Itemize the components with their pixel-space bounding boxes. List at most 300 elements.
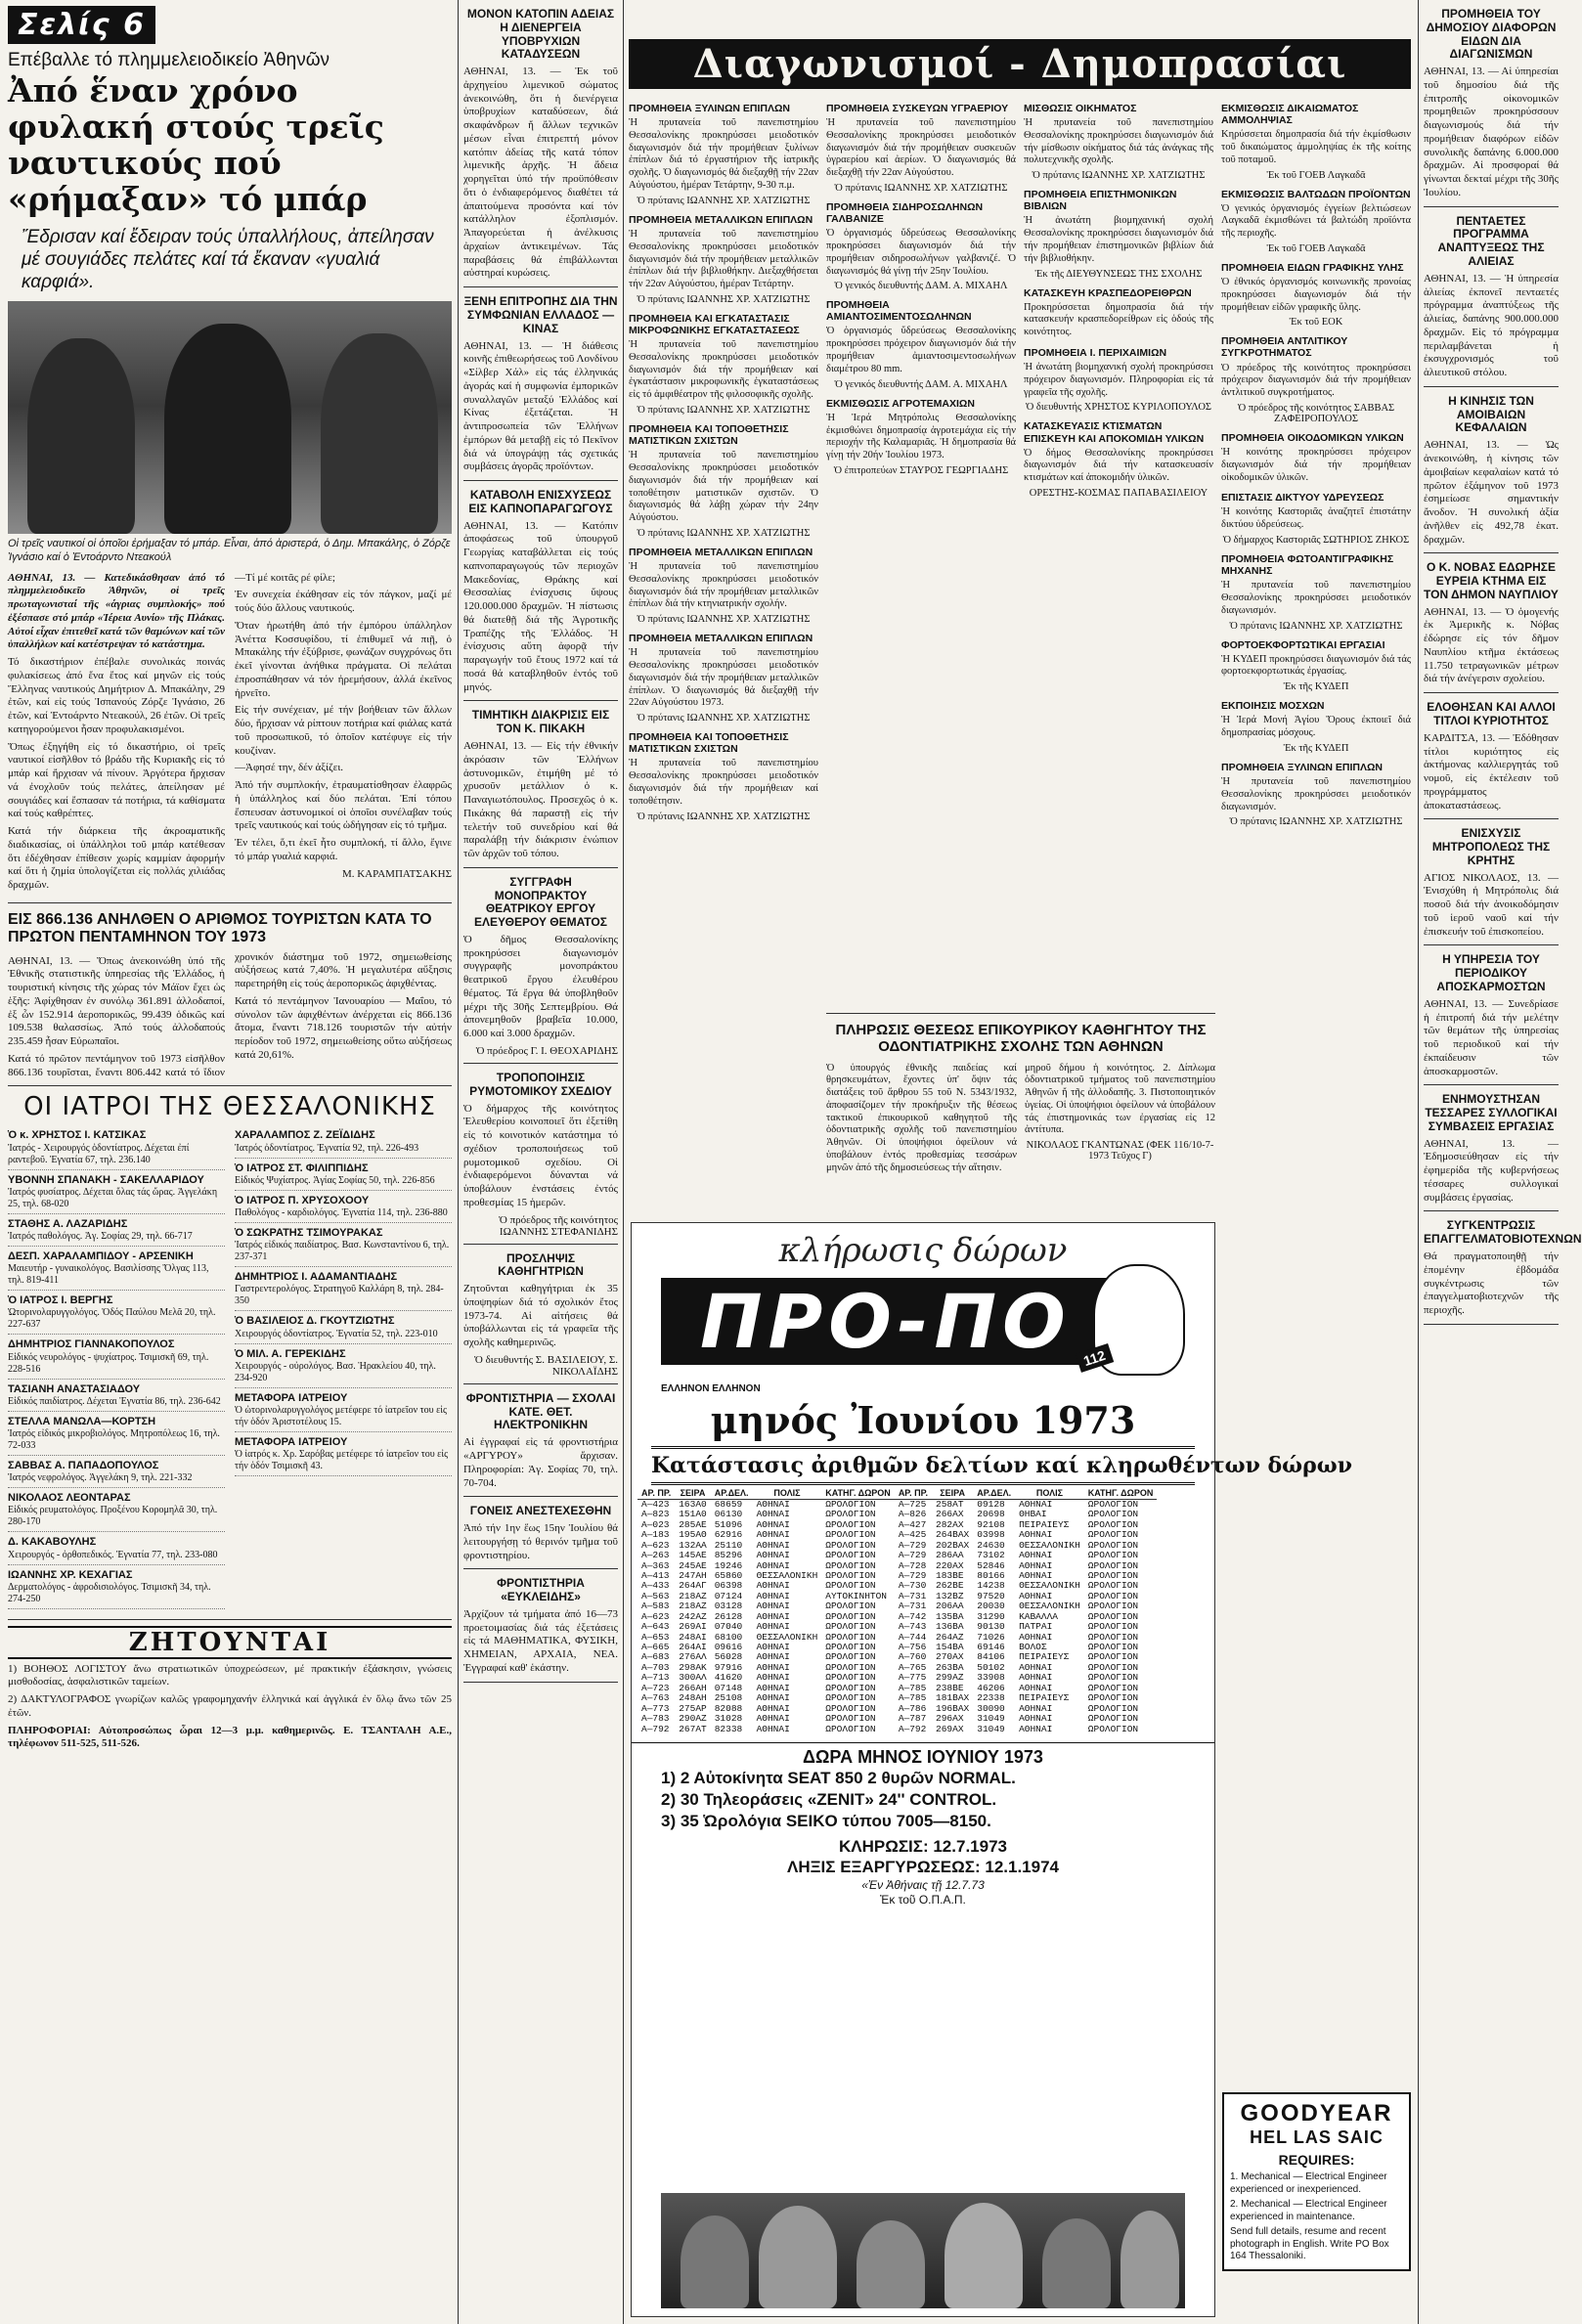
tender-signature: Ὁ πρύτανις ΙΩΑΝΝΗΣ ΧΡ. ΧΑΤΖΙΩΤΗΣ <box>1229 620 1403 632</box>
divider <box>8 1619 452 1620</box>
table-cell: Α—792 <box>641 1723 670 1734</box>
goodyear-brand-sub: HEL LAS SAIC <box>1250 2127 1384 2147</box>
doctor-listing <box>8 1383 225 1412</box>
propo-mascot-icon <box>1081 1264 1185 1376</box>
table-cell: ΩΡΟΛΟΓΙΟΝ <box>825 1631 876 1643</box>
table-cell: 136ΒΑ <box>936 1621 964 1633</box>
tender-text: Ἡ Ἱερά Μονή Ἁγίου Ὄρους ἐκποιεῖ διά δημοπρασίας μόσχους. <box>1221 715 1411 739</box>
table-cell: Α—783 <box>641 1713 670 1725</box>
divider <box>463 700 618 701</box>
table-cell: 206ΑΑ <box>936 1600 964 1612</box>
table-cell: ΑΘΗΝΑΙ <box>756 1682 790 1693</box>
table-cell: Α—713 <box>641 1672 670 1684</box>
table-cell: Α—583 <box>641 1600 670 1612</box>
divider <box>463 1383 618 1384</box>
table-cell: 245ΑΕ <box>679 1559 707 1571</box>
table-cell: ΑΘΗΝΑΙ <box>756 1651 790 1663</box>
tender-signature: Ἐκ τῆς ΔΙΕΥΘΥΝΣΕΩΣ ΤΗΣ ΣΧΟΛΗΣ <box>1034 268 1203 280</box>
propo-subtitle: Κατάστασις ἀριθμῶν δελτίων καί κληρωθέντων δώρων <box>651 1446 1195 1485</box>
tender-text: Ἡ πρυτανεία τοῦ πανεπιστημίου Θεσσαλονίκης προκηρύσσει διαγωνισμόν διά τήν μίσθωσιν οἰκήματος διά τάς ἀνάγκας τῆς πολυτεχνικῆς σχολῆς. <box>1024 117 1213 166</box>
table-cell: Α—756 <box>898 1642 927 1653</box>
table-cell: ΩΡΟΛΟΓΙΟΝ <box>825 1702 876 1714</box>
tenders-section <box>629 0 1411 833</box>
doctor-listing <box>8 1338 225 1379</box>
table-cell: 25108 <box>714 1692 743 1704</box>
table-cell: 73102 <box>977 1550 1005 1561</box>
wanted-item: 1) ΒΟΗΘΟΣ ΛΟΓΙΣΤΟΥ ἄνω στρατιωτικῶν ὑποχρεώσεων, μέ πρακτικήν ἐξάσκησιν, γνώσεις μισθοδοσίας, ἀσφαλιστικῶν ταμείων. <box>8 1662 452 1688</box>
tender-signature: Ὁ πρύτανις ΙΩΑΝΝΗΣ ΧΡ. ΧΑΤΖΙΩΤΗΣ <box>637 614 811 626</box>
divider <box>463 1496 618 1497</box>
doctor-details: Ὁ ἰατρός κ. Χρ. Σαρόβας μετέφερε τό ἰατρεῖον του εἰς τήν ὁδόν Τσιμισκῆ 43. <box>235 1449 449 1472</box>
table-cell: ΑΘΗΝΑΙ <box>756 1498 790 1510</box>
table-cell: ΑΘΗΝΑΙ <box>1019 1498 1053 1510</box>
table-cell: ΩΡΟΛΟΓΙΟΝ <box>825 1723 876 1734</box>
propo-month: μηνός Ἰουνίου 1973 <box>710 1398 1136 1442</box>
tender-heading: ΠΡΟΜΗΘΕΙΑ ΟΙΚΟΔΟΜΙΚΩΝ ΥΛΙΚΩΝ <box>1221 431 1404 444</box>
table-row <box>637 1551 1157 1560</box>
doctor-name: ΜΕΤΑΦΟΡΑ ΙΑΤΡΕΙΟΥ <box>235 1391 348 1404</box>
tender-text: Ἡ πρυτανεία τοῦ πανεπιστημίου Θεσσαλονίκης προκηρύσσει μειοδοτικόν διαγωνισμόν διά τήν προμήθειαν μεταλλικῶν ἐπίπλων διά τήν κτηνιατρικήν σχολήν. <box>629 560 818 610</box>
tender-text: Ὁ δήμος Θεσσαλονίκης προκηρύσσει διαγωνισμόν διά τήν κατασκευασίν κτισμάτων καί ἀποκομιδήν ὑλικῶν. <box>1024 447 1213 484</box>
doctor-listing <box>8 1294 225 1335</box>
news-body: Αἱ ἐγγραφαί εἰς τά φροντιστήρια «ΑΡΓΥΡΟΥ» ἄρχισαν. Πληροφορίαι: Ἁγ. Σοφίας 70, τηλ. 70-704. <box>463 1436 618 1489</box>
table-cell: ΘΕΣΣΑΛΟΝΙΚΗ <box>1019 1580 1080 1592</box>
photo-figure-left <box>27 338 135 534</box>
doctor-name: ΙΩΑΝΝΗΣ ΧΡ. ΚΕΧΑΓΙΑΣ <box>8 1568 133 1581</box>
table-cell: Α—433 <box>641 1580 670 1592</box>
table-cell: Α—665 <box>641 1642 670 1653</box>
divider <box>8 902 452 903</box>
right-headline: Η ΥΠΗΡΕΣΙΑ ΤΟΥ ΠΕΡΙΟΔΙΚΟΥ ΑΠΟΣΚΑΡΜΟΣΤΩΝ <box>1436 952 1546 993</box>
table-cell: ΑΘΗΝΑΙ <box>1019 1559 1053 1571</box>
table-cell: 202ΒΑΧ <box>936 1539 970 1551</box>
lead-paragraph: Τό δικαστήριον ἐπέβαλε συνολικάς ποινάς φυλακίσεως ἀπό ἕνα ἔτος καί μηνῶν εἰς τούς Ἕλληνας ναυτικούς Δημήτριον Δ. Μπακάλην, 29 ἐτῶν, καί εἰς τούς Ἰσπανούς Ζόρζε Ἰγνάσιο, 26 ἐτῶν, καί Ἐντοάρντο Ντεακούλ, 26 ἐτῶν. Οἱ τρεῖς κατηγορούμενοι ἦσαν προφυλακισμένοι. <box>8 656 225 735</box>
right-headline: ΠΕΝΤΑΕΤΕΣ ΠΡΟΓΡΑΜΜΑ ΑΝΑΠΤΥΞΕΩΣ ΤΗΣ ΑΛΙΕΙΑΣ <box>1437 213 1545 269</box>
tourism-paragraph: Κατά τό πεντάμηνον Ἰανουαρίου — Μαΐου, τό σύνολον τῶν ἀφιχθέντων ἀνέρχεται εἰς 866.136 ἄτομα, ἔναντι 718.126 τουριστῶν τήν αὐτήν περίοδον τοῦ 1972, σημειωθείσης οὕτω αὐξήσεως κατά 20,61%. <box>235 994 452 1061</box>
tender-signature: Ἐκ τοῦ ΓΟΕΒ Λαγκαδᾶ <box>1266 242 1366 254</box>
propo-publisher: ΕΛΛΗΝΟΝ ΕΛΛΗΝΟΝ <box>661 1383 761 1394</box>
tenders-col-c <box>1024 95 1213 833</box>
table-cell: ΠΑΤΡΑΙ <box>1019 1621 1053 1633</box>
tender-signature: Ἐκ τοῦ ΕΟΚ <box>1289 317 1343 329</box>
divider <box>463 286 618 287</box>
table-cell: Α—786 <box>898 1702 927 1714</box>
news-signature: Ὁ πρόεδρος τῆς κοινότητος ΙΩΑΝΝΗΣ ΣΤΕΦΑΝΙΔΗΣ <box>499 1213 618 1238</box>
table-cell: ΑΘΗΝΑΙ <box>1019 1682 1053 1693</box>
table-cell: 41620 <box>714 1672 743 1684</box>
table-cell: 97520 <box>977 1590 1005 1601</box>
right-body: ΑΘΗΝΑΙ, 13. — Αἱ ὑπηρεσίαι τοῦ δημοσίου διά τῆς ἐπιτροπῆς οἰκονομικῶν προμηθειῶν προκηρύσσουν διαγωνισμούς διά τήν προμήθειαν διαφόρων εἰδῶν συνολικῆς δαπάνης 6.000.000 δραχμῶν. Αἱ προσφοραί θά γίνωνται δεκταί μέχρι τῆς 30ῆς Ἰουλίου. <box>1424 66 1559 198</box>
tender-signature: Ὁ πρύτανις ΙΩΑΝΝΗΣ ΧΡ. ΧΑΤΖΙΩΤΗΣ <box>1229 816 1403 828</box>
doctor-name: ΧΑΡΑΛΑΜΠΟΣ Ζ. ΖΕΪΔΙΔΗΣ <box>235 1129 375 1142</box>
tender-heading: ΠΡΟΜΗΘΕΙΑ ΞΥΛΙΝΩΝ ΕΠΙΠΛΩΝ <box>1221 761 1383 773</box>
doctor-name: Ὁ κ. ΧΡΗΣΤΟΣ Ι. ΚΑΤΣΙΚΑΣ <box>8 1129 147 1142</box>
table-cell: Α—729 <box>898 1550 927 1561</box>
table-cell: Α—775 <box>898 1672 927 1684</box>
page-label: Σελίς 6 <box>8 6 155 44</box>
lead-body <box>8 568 452 897</box>
table-cell: 242ΑΖ <box>679 1610 707 1622</box>
table-cell: 82338 <box>714 1723 743 1734</box>
table-cell: ΘΗΒΑΙ <box>1019 1509 1047 1520</box>
tender-text: Ἡ πρυτανεία τοῦ πανεπιστημίου Θεσσαλονίκης προκηρύσσει μειοδοτικόν διαγωνισμόν. <box>1221 580 1411 616</box>
table-row <box>637 1725 1157 1734</box>
table-cell: ΑΘΗΝΑΙ <box>756 1559 790 1571</box>
table-cell: 19246 <box>714 1559 743 1571</box>
propo-prizes <box>632 1768 1214 1832</box>
table-cell: Α—643 <box>641 1621 670 1633</box>
table-cell: Α—823 <box>641 1509 670 1520</box>
table-cell: ΩΡΟΛΟΓΙΟΝ <box>1087 1518 1139 1530</box>
table-cell: ΘΕΣΣΑΛΟΝΙΚΗ <box>1019 1600 1080 1612</box>
divider <box>463 1244 618 1245</box>
table-cell: 286ΑΑ <box>936 1550 964 1561</box>
table-cell: 31049 <box>977 1723 1005 1734</box>
lead-paragraph: ΑΘΗΝΑΙ, 13. — Κατεδικάσθησαν ἀπό τό πλημμελειοδικεῖο Ἀθηνῶν, οἱ τρεῖς πρωταγωνισταί τῆς «άγριας συμπλοκής» πού ἐξέσπασε στό μπάρ «Ἰέρεια Αυνίο» τῆς Πλάκας. Αὐτοί εἶχαν ἐπιτεθεῖ κατά τῶν θαμώνων καί τῶν ὑπαλλήλων καί κατέστρεψαν τό κατάστημα. <box>8 571 225 651</box>
wanted-headline: ΖΗΤΟΥΝΤΑΙ <box>8 1626 452 1659</box>
news-body: Ζητοῦνται καθηγήτριαι ἐκ 35 ὑποψηφίων διά τό σχολικόν ἔτος 1973-74. Αἱ αἰτήσεις θά ὑποβάλλωνται εἰς τά γραφεῖα τῆς σχολῆς καθημερινῶς. <box>463 1283 618 1349</box>
doctor-name: Ὁ ΜΙΛ. Α. ΓΕΡΕΚΙΔΗΣ <box>235 1347 346 1360</box>
news-headline: ΠΡΟΣΛΗΨΙΣ ΚΑΘΗΓΗΤΡΙΩΝ <box>498 1250 584 1279</box>
tender-signature: Ὁ πρύτανις ΙΩΑΝΝΗΣ ΧΡ. ΧΑΤΖΙΩΤΗΣ <box>637 195 811 206</box>
table-cell: 267ΑΤ <box>679 1723 707 1734</box>
doctor-name: ΔΗΜΗΤΡΙΟΣ ΓΙΑΝΝΑΚΟΠΟΥΛΟΣ <box>8 1338 175 1351</box>
right-headline: ΠΡΟΜΗΘΕΙΑ ΤΟΥ ΔΗΜΟΣΙΟΥ ΔΙΑΦΟΡΩΝ ΕΙΔΩΝ ΔΙΑ ΔΙΑΓΩΝΙΣΜΩΝ <box>1426 7 1557 62</box>
table-cell: Α—763 <box>641 1692 670 1704</box>
table-cell: ΑΘΗΝΑΙ <box>1019 1672 1053 1684</box>
lead-kicker: Επέβαλλε τό πλημμελειοδικείο Ἀθηνῶν <box>8 50 330 70</box>
table-cell: ΩΡΟΛΟΓΙΟΝ <box>1087 1651 1139 1663</box>
doctor-name: ΔΕΣΠ. ΧΑΡΑΛΑΜΠΙΔΟΥ - ΑΡΣΕΝΙΚΗ <box>8 1250 194 1263</box>
tender-text: Ἡ πρυτανεία τοῦ πανεπιστημίου Θεσσαλονίκης προκηρύσσει μειοδοτικόν διαγωνισμόν διά τήν προμήθειαν μεταλλικῶν ἐπίπλων διά τήν βιβλιοθήκην. Διεξαχθήσεται τήν 22αν Αὐγούστου, ἡμέραν Τετάρτην. <box>629 228 818 290</box>
tender-heading: ΠΡΟΜΗΘΕΙΑ ΕΠΙΣΤΗΜΟΝΙΚΩΝ ΒΙΒΛΙΩΝ <box>1024 189 1177 213</box>
tenders-columns <box>629 95 1411 833</box>
divider <box>1424 692 1559 693</box>
lead-photo <box>8 301 452 534</box>
right-headline: Ο Κ. ΝΟΒΑΣ ΕΔΩΡΗΣΕ ΕΥΡΕΙΑ ΚΤΗΜΑ ΕΙΣ ΤΟΝ ΔΗΜΟΝ ΝΑΥΠΛΙΟΥ <box>1424 560 1559 601</box>
tender-text: Ἡ ἀνωτάτη βιομηχανική σχολή προκηρύσσει πρόχειρον διαγωνισμόν. Πληροφορίαι εἰς τά γραφεῖα τῆς σχολῆς. <box>1024 362 1213 398</box>
table-cell: ΠΕΙΡΑΙΕΥΣ <box>1019 1692 1070 1704</box>
table-cell: 46206 <box>977 1682 1005 1693</box>
table-cell: 183ΒΕ <box>936 1569 964 1581</box>
tender-heading: ΚΑΤΑΣΚΕΥΑΣΙΣ ΚΤΙΣΜΑΤΩΝ ΕΠΙΣΚΕΥΗ ΚΑΙ ΑΠΟΚΟΜΙΔΗ ΥΛΙΚΩΝ <box>1024 420 1205 445</box>
table-cell: ΩΡΟΛΟΓΙΟΝ <box>825 1692 876 1704</box>
news-body: ΑΘΗΝΑΙ, 13. — Ἡ διάθεσις κοινῆς ἐπιθεωρήσεως τοῦ Λονδίνου «Σίλβερ Χάλ» εἰς τάς ἐλληνικάς ἀγοράς καί ἡ συμφωνία ἐμπορικῶν συναλλαγῶν μεταξύ Ἑλλάδος καί Κίνας ἐξετάζεται. Ἡ ἀντιπροσωπεία τῶν Ἑλλήνων ἐμπόρων θά μεταβῇ εἰς τό Πεκῖνον διά νά ὑπογράψῃ τάς σχετικάς συμβάσεις ἀγορᾶς προϊόντων. <box>463 339 619 473</box>
tender-text: Ἡ πρυτανεία τοῦ πανεπιστημίου Θεσσαλονίκης προκηρύσσει μειοδοτικόν διαγωνισμόν διά τήν προμήθειαν συσκευῶν ὑγραερίου καί ἀερίων. Ὁ διαγωνισμός θά διεξαχθῇ τήν 22αν Αὐγούστου. <box>826 117 1016 179</box>
doctor-details: Ἰατρός ὀδοντίατρος. Ἐγνατία 92, τηλ. 226-493 <box>235 1142 419 1154</box>
propo-dates <box>632 1836 1214 1907</box>
tender-signature: Ὁ πρύτανις ΙΩΑΝΝΗΣ ΧΡ. ΧΑΤΖΙΩΤΗΣ <box>637 811 811 822</box>
tender-signature: Ὁ πρύτανις ΙΩΑΝΝΗΣ ΧΡ. ΧΑΤΖΙΩΤΗΣ <box>637 405 811 416</box>
table-cell: Α—742 <box>898 1610 927 1622</box>
table-cell: ΑΘΗΝΑΙ <box>756 1621 790 1633</box>
doctor-details: Εἰδικός ρευματολόγος. Προξένου Κορομηλᾶ 30, τηλ. 280-170 <box>8 1505 218 1528</box>
table-cell: 09128 <box>977 1498 1005 1510</box>
doctor-listing <box>235 1271 452 1311</box>
news-headline: ΣΥΓΓΡΑΦΗ ΜΟΝΟΠΡΑΚΤΟΥ ΘΕΑΤΡΙΚΟΥ ΕΡΓΟΥ ΕΛΕΥΘΕΡΟΥ ΘΕΜΑΤΟΣ <box>474 874 607 930</box>
table-cell: Α—723 <box>641 1682 670 1693</box>
table-cell: Α—792 <box>898 1723 927 1734</box>
table-cell: 264ΑΓ <box>679 1580 707 1592</box>
doctor-details: Γαστρεντερολόγος. Στρατηγοῦ Καλλάρη 8, τηλ. 284-350 <box>235 1284 444 1307</box>
doctor-details: Ἰατρός - Χειρουργός ὀδοντίατρος. Δέχεται ἐπί ραντεβοῦ. Ἐγνατία 67, τηλ. 236.140 <box>8 1142 190 1165</box>
divider <box>1424 206 1559 207</box>
doctor-details: Εἰδικός παιδίατρος. Δέχεται Ἐγνατία 86, τηλ. 236-642 <box>8 1395 221 1407</box>
table-header-cell: ΑΡ. ΠΡ. <box>895 1489 932 1499</box>
table-cell: ΑΘΗΝΑΙ <box>1019 1569 1053 1581</box>
propo-table-wrap <box>632 1489 1214 1734</box>
tender-signature: Ὁ γενικός διευθυντής ΔΑΜ. Α. ΜΙΧΑΗΛ <box>834 378 1008 390</box>
propo-draw-date: ΚΛΗΡΩΣΙΣ: 12.7.1973 <box>838 1837 1007 1857</box>
table-cell: 154ΒΑ <box>936 1642 964 1653</box>
table-cell: 97916 <box>714 1661 743 1673</box>
propo-logo-area <box>632 1270 1214 1387</box>
doctor-name: ΜΕΤΑΦΟΡΑ ΙΑΤΡΕΙΟΥ <box>235 1435 348 1448</box>
doctor-details: Ἰατρός εἰδικός παιδίατρος. Βασ. Κωνσταντίνου 6, τηλ. 237-371 <box>235 1240 450 1263</box>
table-cell: ΑΘΗΝΑΙ <box>756 1590 790 1601</box>
table-cell: 135ΒΑ <box>936 1610 964 1622</box>
table-cell: 06130 <box>714 1509 743 1520</box>
table-cell: 31028 <box>714 1713 743 1725</box>
table-cell: 69146 <box>977 1642 1005 1653</box>
table-cell: ΑΘΗΝΑΙ <box>756 1672 790 1684</box>
doctor-listing <box>235 1227 452 1267</box>
table-cell: Α—773 <box>641 1702 670 1714</box>
table-cell: 220ΑΧ <box>936 1559 964 1571</box>
table-cell: Α—731 <box>898 1600 927 1612</box>
table-cell: 269ΑΙ <box>679 1621 707 1633</box>
tender-signature: Ἐκ τῆς ΚΥΔΕΠ <box>1283 742 1349 754</box>
doctor-listing <box>235 1195 452 1223</box>
table-cell: ΩΡΟΛΟΓΙΟΝ <box>1087 1723 1139 1734</box>
table-cell: ΘΕΣΣΑΛΟΝΙΚΗ <box>756 1569 818 1581</box>
table-cell: ΩΡΟΛΟΓΙΟΝ <box>825 1621 876 1633</box>
tender-heading: ΠΡΟΜΗΘΕΙΑ ΞΥΛΙΝΩΝ ΕΠΙΠΛΩΝ <box>629 103 790 114</box>
table-cell: Α—623 <box>641 1610 670 1622</box>
doctor-listing <box>8 1129 225 1169</box>
lead-headline: Ἀπό ἕναν χρόνο φυλακή στούς τρεῖς ναυτικούς πού «ρήμαξαν» τό μπάρ <box>8 71 384 218</box>
table-cell: 266ΑΗ <box>679 1682 707 1693</box>
doctor-name: ΥΒΟΝΝΗ ΣΠΑΝΑΚΗ - ΣΑΚΕΛΛΑΡΙΔΟΥ <box>8 1173 204 1186</box>
tender-signature: Ὁ πρύτανις ΙΩΑΝΝΗΣ ΧΡ. ΧΑΤΖΙΩΤΗΣ <box>834 183 1008 195</box>
divider <box>1424 386 1559 387</box>
lead-paragraph: Κατά τήν διάρκεια τῆς ἀκροαματικῆς διαδικασίας, οἱ ὑπάλληλοι τοῦ μπάρ κατέθεσαν ὅτι ἐδέχθησαν ἐπίθεσιν χωρίς καμμίαν ἀφορμήν καί ὅτι ἡ ζημία ὑπολογίζεται εἰς πολλάς χιλιάδας δραχμῶν. <box>8 825 225 892</box>
tender-text: Ὁ πρόεδρος τῆς κοινότητος προκηρύσσει πρόχειρον διαγωνισμόν διά τήν προμήθειαν ἀντλιτικοῦ συγκροτήματος. <box>1221 362 1411 399</box>
propo-draw-table <box>637 1489 1157 1734</box>
table-cell: ΩΡΟΛΟΓΙΟΝ <box>1087 1642 1139 1653</box>
propo-prizes-title: ΔΩΡΑ ΜΗΝΟΣ ΙΟΥΝΙΟΥ 1973 <box>632 1742 1214 1768</box>
table-cell: 218ΑΖ <box>679 1600 707 1612</box>
news-body: ΑΘΗΝΑΙ, 13. — Ἐκ τοῦ ἀρχηγείου λιμενικοῦ σώματος ἀνεκοινώθη, ὅτι ἡ διενέργεια ὑποβρυχίων καταδύσεων, διά σκαφάνδρων ἤ ἄλλων τεχνικῶν μέσων εἶναι ἐπιτρεπτή μόνον κατόπιν ἀδείας τῆς κατά τόπον λιμενικῆς ἀρχῆς. Ἡ ἄδεια χορηγεῖται ὑπό τήν προϋπόθεσιν ὅτι ὁ ἐνδιαφερόμενος διαθέτει τά ἀπαιτούμενα προσόντα καί τόν κατάλληλον ἐξοπλισμόν. Ἀπαγορεύεται ἡ ἀνέλκυσις ἀρχαίων ἀντικειμένων. Τάς παραβάσεις θά ἐπιβάλλωνται αὐστηραί κυρώσεις. <box>463 66 618 280</box>
table-cell: ΩΡΟΛΟΓΙΟΝ <box>825 1642 876 1653</box>
doctor-listing <box>8 1250 225 1291</box>
doctor-details: Ἰατρός παθολόγος. Ἁγ. Σοφίας 29, τηλ. 66-717 <box>8 1231 193 1243</box>
tender-heading: ΠΡΟΜΗΘΕΙΑ Ι. ΠΕΡΙΧΑΙΜΙΩΝ <box>1024 347 1167 360</box>
table-cell: 264ΑΖ <box>936 1631 964 1643</box>
tender-signature: Ὁ πρόεδρος τῆς κοινότητος ΣΑΒΒΑΣ ΖΑΦΕΙΡΟΠΟΥΛΟΣ <box>1237 402 1395 424</box>
wanted-info: ΠΛΗΡΟΦΟΡΙΑΙ: Αὐτοπροσώπως ὧραι 12—3 μ.μ. καθημερινῶς. Ε. ΤΣΑΝΤΑΛΗ Α.Ε., τηλέφωνον 511-525, 511-526. <box>8 1724 452 1750</box>
news-body: ΑΘΗΝΑΙ, 13. — Εἰς τήν ἐθνικήν ἀκρόασιν τῶν Ἑλλήνων ἀστυνομικῶν, ἐτιμήθη μέ τό χρυσοῦν μετάλλιον ὁ κ. Παναγιωτόπουλος. Προσεχῶς ὁ κ. Πικάκης θά παραστῇ εἰς τήν τελετήν τοῦ συνεδρίου καί θά παραλάβῃ τήν διάκρισιν ἐνώπιον τῶν ἀρχῶν τοῦ τόπου. <box>463 740 618 860</box>
tender-signature: Ὁ δήμαρχος Καστοριᾶς ΣΩΤΗΡΙΟΣ ΖΗΚΟΣ <box>1222 535 1410 547</box>
doctor-listing <box>235 1392 452 1432</box>
table-cell: 276ΑΛ <box>679 1651 707 1663</box>
news-body: Ὁ δήμαρχος τῆς κοινότητος Ἐλευθερίου κοινοποιεῖ ὅτι ἐξετίθη εἰς τό κοινοτικόν κατάστημα τό σχέδιον τροποποιήσεως τοῦ ρυμοτομικοῦ σχεδίου. Οἱ ἐνδιαφερόμενοι δύνανται νά ὑποβάλουν ἐνστάσεις ἐντός προθεσμίας 15 ἡμερῶν. <box>463 1102 618 1208</box>
tender-text: Ἡ πρυτανεία τοῦ πανεπιστημίου Θεσσαλονίκης προκηρύσσει μειοδοτικόν διαγωνισμόν διά τήν προμήθειαν καί τοποθέτησιν ματιστικῶν σχιστῶν. Ὁ διαγωνισμός θά λάβῃ χώραν τήν 24ην Αὐγούστου. <box>629 450 818 524</box>
page-number-header <box>8 6 452 44</box>
table-cell: ΘΕΣΣΑΛΟΝΙΚΗ <box>756 1631 818 1643</box>
tender-heading: ΠΡΟΜΗΘΕΙΑ ΚΑΙ ΤΟΠΟΘΕΤΗΣΙΣ ΜΑΤΙΣΤΙΚΩΝ ΣΧΙΣΤΩΝ <box>629 731 789 756</box>
table-cell: 07148 <box>714 1682 743 1693</box>
doctor-name: Ὁ ΙΑΤΡΟΣ Π. ΧΡΥΣΟΧΟΟΥ <box>235 1194 370 1206</box>
lead-paragraph: —Ἀφησέ την, δέν ἀξίζει. <box>235 762 344 774</box>
tender-text: Ὁ ἐθνικός ὀργανισμός κοινωνικῆς προνοίας προκηρύσσει διαγωνισμόν διά τήν προμήθειαν εἰδῶν γραφικῆς ὕλης. <box>1221 277 1411 313</box>
table-cell: ΩΡΟΛΟΓΙΟΝ <box>1087 1580 1139 1592</box>
table-cell: ΑΘΗΝΑΙ <box>1019 1713 1053 1725</box>
table-cell: 51096 <box>714 1518 743 1530</box>
tender-signature: Ὁ πρύτανις ΙΩΑΝΝΗΣ ΧΡ. ΧΑΤΖΙΩΤΗΣ <box>637 293 811 305</box>
doctors-list-left <box>8 1125 225 1612</box>
tender-heading: ΕΚΜΙΣΘΩΣΙΣ ΑΓΡΟΤΕΜΑΧΙΩΝ <box>826 397 975 410</box>
table-cell: 218ΑΖ <box>679 1590 707 1601</box>
doctor-details: Μαιευτήρ - γυναικολόγος. Βασιλίσσης Ὄλγας 113, τηλ. 819-411 <box>8 1263 209 1287</box>
table-cell: 181ΒΑΧ <box>936 1692 970 1704</box>
table-cell: 07124 <box>714 1590 743 1601</box>
table-cell: ΑΘΗΝΑΙ <box>1019 1661 1053 1673</box>
news-headline: ΓΟΝΕΙΣ ΑΝΕΣΤΕΧΕΣΘΗΝ <box>469 1504 612 1518</box>
table-header-cell: ΚΑΤΗΓ. ΔΩΡΟΝ <box>1084 1489 1158 1499</box>
doctor-name: Ὁ ΙΑΤΡΟΣ ΣΤ. ΦΙΛΙΠΠΙΔΗΣ <box>235 1162 369 1174</box>
tender-text: Κηρύσσεται δημοπρασία διά τήν ἐκμίσθωσιν τοῦ δικαιώματος ἀμμοληψίας ἐκ τῆς κοίτης τοῦ ποταμοῦ. <box>1221 129 1411 165</box>
doctor-listing <box>8 1460 225 1488</box>
photo-person <box>945 2203 1023 2308</box>
table-cell: 65860 <box>714 1569 743 1581</box>
table-cell: 52846 <box>977 1559 1005 1571</box>
doctor-listing <box>235 1348 452 1388</box>
lead-photo-caption: Οἱ τρεῖς ναυτικοί οἱ ὁποῖοι ἐρήμαξαν τό μπάρ. Εἶναι, ἀπό ἀριστερά, ὁ Δημ. Μπακάλης, ὁ Ζόρζε Ἰγνάσιο καί ὁ Ἐντοάρντο Ντεακούλ <box>8 538 451 563</box>
table-cell: 298ΑΚ <box>679 1661 707 1673</box>
table-cell: ΩΡΟΛΟΓΙΟΝ <box>1087 1600 1139 1612</box>
propo-prize: 1) 2 Αὐτοκίνητα SEAT 850 2 θυρῶν NORMAL. <box>661 1768 1016 1787</box>
table-cell: 56028 <box>714 1651 743 1663</box>
table-cell: ΩΡΟΛΟΓΙΟΝ <box>825 1559 876 1571</box>
table-cell: Α—427 <box>898 1518 927 1530</box>
table-cell: 31049 <box>977 1713 1005 1725</box>
table-cell: ΩΡΟΛΟΓΙΟΝ <box>1087 1539 1139 1551</box>
table-cell: Α—425 <box>898 1529 927 1541</box>
table-cell: ΩΡΟΛΟΓΙΟΝ <box>1087 1498 1139 1510</box>
table-cell: ΩΡΟΛΟΓΙΟΝ <box>825 1610 876 1622</box>
table-cell: ΩΡΟΛΟΓΙΟΝ <box>1087 1702 1139 1714</box>
goodyear-line: 2. Mechanical — Electrical Engineer experienced in maintenance. <box>1230 2199 1387 2222</box>
tender-heading: ΜΙΣΘΩΣΙΣ ΟΙΚΗΜΑΤΟΣ <box>1024 103 1137 114</box>
right-headline: ΕΝΙΣΧΥΣΙΣ ΜΗΤΡΟΠΟΛΕΩΣ ΤΗΣ ΚΡΗΤΗΣ <box>1431 826 1551 867</box>
news-body: Ὁ δῆμος Θεσσαλονίκης προκηρύσσει διαγωνισμόν συγγραφῆς μονοπράκτου θεατρικοῦ ἔργου ἐλευθέρου θέματος. Τά ἔργα θά ὑποβληθοῦν μέχρι τῆς 30ῆς Σεπτεμβρίου. Θά ἀπονεμηθοῦν βραβεῖα 10.000, 6.000 καί 3.000 δραχμῶν. <box>463 933 618 1040</box>
tender-heading: ΠΡΟΜΗΘΕΙΑ ΜΕΤΑΛΛΙΚΩΝ ΕΠΙΠΛΩΝ <box>629 633 813 645</box>
doctor-details: Ἰατρός εἰδικός μικροβιολόγος. Μητροπόλεως 16, τηλ. 72-033 <box>8 1427 220 1451</box>
doctor-details: Ὁ ὠτορινολαρυγγολόγος μετέφερε τό ἰατρεῖον του εἰς τήν ὁδόν Ἀριστοτέλους 15. <box>235 1404 447 1427</box>
tender-heading: ΠΡΟΜΗΘΕΙΑ ΚΑΙ ΕΓΚΑΤΑΣΤΑΣΙΣ ΜΙΚΡΟΦΩΝΙΚΗΣ ΕΓΚΑΤΑΣΤΑΣΕΩΣ <box>629 312 800 336</box>
news-headline: ΜΟΝΟΝ ΚΑΤΟΠΙΝ ΑΔΕΙΑΣ Η ΔΙΕΝΕΡΓΕΙΑ ΥΠΟΒΡΥΧΙΩΝ ΚΑΤΑΔΥΣΕΩΝ <box>466 7 615 62</box>
divider <box>1424 1084 1559 1085</box>
tender-signature: Ὁ πρύτανις ΙΩΑΝΝΗΣ ΧΡ. ΧΑΤΖΙΩΤΗΣ <box>1032 170 1206 182</box>
doctor-listing <box>8 1492 225 1532</box>
tender-heading: ΕΚΜΙΣΘΩΣΙΣ ΔΙΚΑΙΩΜΑΤΟΣ ΑΜΜΟΛΗΨΙΑΣ <box>1221 103 1359 127</box>
table-cell: ΩΡΟΛΟΓΙΟΝ <box>1087 1610 1139 1622</box>
table-cell: Α—623 <box>641 1539 670 1551</box>
professor-signature: ΝΙΚΟΛΑΟΣ ΓΚΑΝΤΩΝΑΣ (ΦΕΚ 116/10-7-1973 Τεῦχος Γ) <box>1026 1140 1214 1162</box>
right-body: ΑΘΗΝΑΙ, 13. — Ἡ ὑπηρεσία ἁλιείας ἐκπονεῖ πενταετές πρόγραμμα ἀναπτύξεως τῆς ἁλιείας, δαπάνης 900.000.000 δραχμῶν. Εἰς τό πρόγραμμα περιλαμβάνεται ἡ ἐκσυγχρονισμός τοῦ ἁλιευτικοῦ στόλου. <box>1424 272 1559 379</box>
table-cell: ΠΕΙΡΑΙΕΥΣ <box>1019 1518 1070 1530</box>
table-cell: ΩΡΟΛΟΓΙΟΝ <box>1087 1631 1139 1643</box>
tourism-body <box>8 951 452 1080</box>
news-body: Ἀπό τήν 1ην ἕως 15ην Ἰουλίου θά λειτουργήσῃ τό θερινόν τμῆμα τοῦ φροντιστηρίου. <box>463 1522 618 1561</box>
table-header-cell: ΑΡ. ΠΡ. <box>637 1489 675 1499</box>
table-cell: ΑΘΗΝΑΙ <box>756 1713 790 1725</box>
table-cell: 263ΒΑ <box>936 1661 964 1673</box>
doctor-name: Ὁ ΙΑΤΡΟΣ Ι. ΒΕΡΓΗΣ <box>8 1294 113 1307</box>
table-cell: Α—785 <box>898 1692 927 1704</box>
table-cell: 282ΑΧ <box>936 1518 964 1530</box>
tender-text: Ἡ κοινότης προκηρύσσει πρόχειρον διαγωνισμόν διά τήν προμήθειαν οἰκοδομικῶν ὑλικῶν. <box>1221 447 1411 483</box>
tender-signature: Ὁ ἐπιτροπεύων ΣΤΑΥΡΟΣ ΓΕΩΡΓΙΑΔΗΣ <box>833 464 1009 476</box>
table-cell: ΩΡΟΛΟΓΙΟΝ <box>1087 1621 1139 1633</box>
table-cell: 20030 <box>977 1600 1005 1612</box>
propo-athens: «Ἐν Ἀθήναις τῇ 12.7.73 <box>861 1877 985 1892</box>
table-cell: ΩΡΟΛΟΓΙΟΝ <box>825 1713 876 1725</box>
doctors-list-right <box>235 1125 452 1612</box>
table-cell: ΩΡΟΛΟΓΙΟΝ <box>1087 1682 1139 1693</box>
divider <box>463 867 618 868</box>
right-headline: ΕΝΗΜΟΥΣΤΗΣΑΝ ΤΕΣΣΑΡΕΣ ΣΥΛΛΟΓΙΚΑΙ ΣΥΜΒΑΣΕΙΣ ΕΡΓΑΣΙΑΣ <box>1425 1092 1558 1133</box>
table-cell: ΑΘΗΝΑΙ <box>1019 1550 1053 1561</box>
table-header-cell: ΣΕΙΡΑ <box>932 1489 973 1499</box>
news-headline: ΦΡΟΝΤΙΣΤΗΡΙΑ — ΣΧΟΛΑΙ ΚΑΤΕ. ΘΕΤ. ΗΛΕΚΤΡΟΝΙΚΗΝ <box>465 1390 616 1432</box>
table-cell: 06398 <box>714 1580 743 1592</box>
doctors-list <box>8 1125 452 1612</box>
table-cell: 248ΑΗ <box>679 1692 707 1704</box>
table-cell: Α—730 <box>898 1580 927 1592</box>
table-cell: 238ΒΕ <box>936 1682 964 1693</box>
table-cell: Α—413 <box>641 1569 670 1581</box>
table-cell: ΑΘΗΝΑΙ <box>756 1723 790 1734</box>
right-body: ΑΓΙΟΣ ΝΙΚΟΛΑΟΣ, 13. — Ἐνισχύθη ἡ Μητρόπολις διά ποσοῦ διά τήν ἀνοικοδόμησιν τοῦ ἱεροῦ ναοῦ καί τήν ἐπισκευήν τοῦ ἐπισκοπείου. <box>1424 871 1559 938</box>
table-cell: ΑΘΗΝΑΙ <box>756 1600 790 1612</box>
news-body: Ἀρχίζουν τά τμήματα ἀπό 16—73 προετοιμασίας διά τάς ἐξετάσεις εἰς τά ΜΑΘΗΜΑΤΙΚΑ, ΦΥΣΙΚΗ, ΧΗΜΕΙΑΝ, ΑΡΧΑΙΑ, ΝΕΑ. Ἐγγραφαί καθ' ἑκάστην. <box>463 1607 618 1674</box>
table-header-cell: ΠΟΛΙΣ <box>753 1489 822 1499</box>
news-headline: ΦΡΟΝΤΙΣΤΗΡΙΑ «ΕΥΚΛΕΙΔΗΣ» <box>497 1576 585 1604</box>
table-cell: 68659 <box>714 1498 743 1510</box>
table-cell: 132ΒΖ <box>936 1590 964 1601</box>
table-cell: ΩΡΟΛΟΓΙΟΝ <box>825 1550 876 1561</box>
tenders-col-a <box>629 95 818 833</box>
table-cell: 248ΑΙ <box>679 1631 707 1643</box>
propo-opap: Ἐκ τοῦ Ο.Π.Α.Π. <box>880 1892 966 1907</box>
tender-heading: ΠΡΟΜΗΘΕΙΑ ΜΕΤΑΛΛΙΚΩΝ ΕΠΙΠΛΩΝ <box>629 213 813 226</box>
table-cell: ΑΘΗΝΑΙ <box>756 1509 790 1520</box>
divider <box>1424 818 1559 819</box>
lead-paragraph: Ἐν τέλει, ὅ,τι ἐκεῖ ἦτο συμπλοκή, τί ἄλλο, ἔγινε τό μπάρ γυαλιά καρφιά. <box>235 837 452 862</box>
table-cell: Α—703 <box>641 1661 670 1673</box>
table-cell: ΠΕΙΡΑΙΕΥΣ <box>1019 1651 1070 1663</box>
doctor-name: ΤΑΣΙΑΝΗ ΑΝΑΣΤΑΣΙΑΔΟΥ <box>8 1382 141 1395</box>
news-column <box>463 0 618 2317</box>
tender-heading: ΕΚΜΙΣΘΩΣΙΣ ΒΑΛΤΩΔΩΝ ΠΡΟΪΟΝΤΩΝ <box>1221 188 1411 200</box>
doctor-details: Δερματολόγος - ἀφροδισιολόγος. Τσιμισκῆ 34, τηλ. 274-250 <box>8 1581 211 1604</box>
table-cell: 31290 <box>977 1610 1005 1622</box>
right-column <box>1424 0 1582 2317</box>
tender-text: Ὁ ὀργανισμός ὕδρεύσεως Θεσσαλονίκης προκηρύσσει διαγωνισμόν διά τήν προμήθειαν σιδηροσωλήνων γαλβανιζέ. Ὁ διαγωνισμός θά γίνῃ τήν 25ην Ἰουλίου. <box>826 228 1016 277</box>
propo-prize: 3) 35 Ὡρολόγια SEIKO τύπου 7005—8150. <box>661 1812 991 1831</box>
